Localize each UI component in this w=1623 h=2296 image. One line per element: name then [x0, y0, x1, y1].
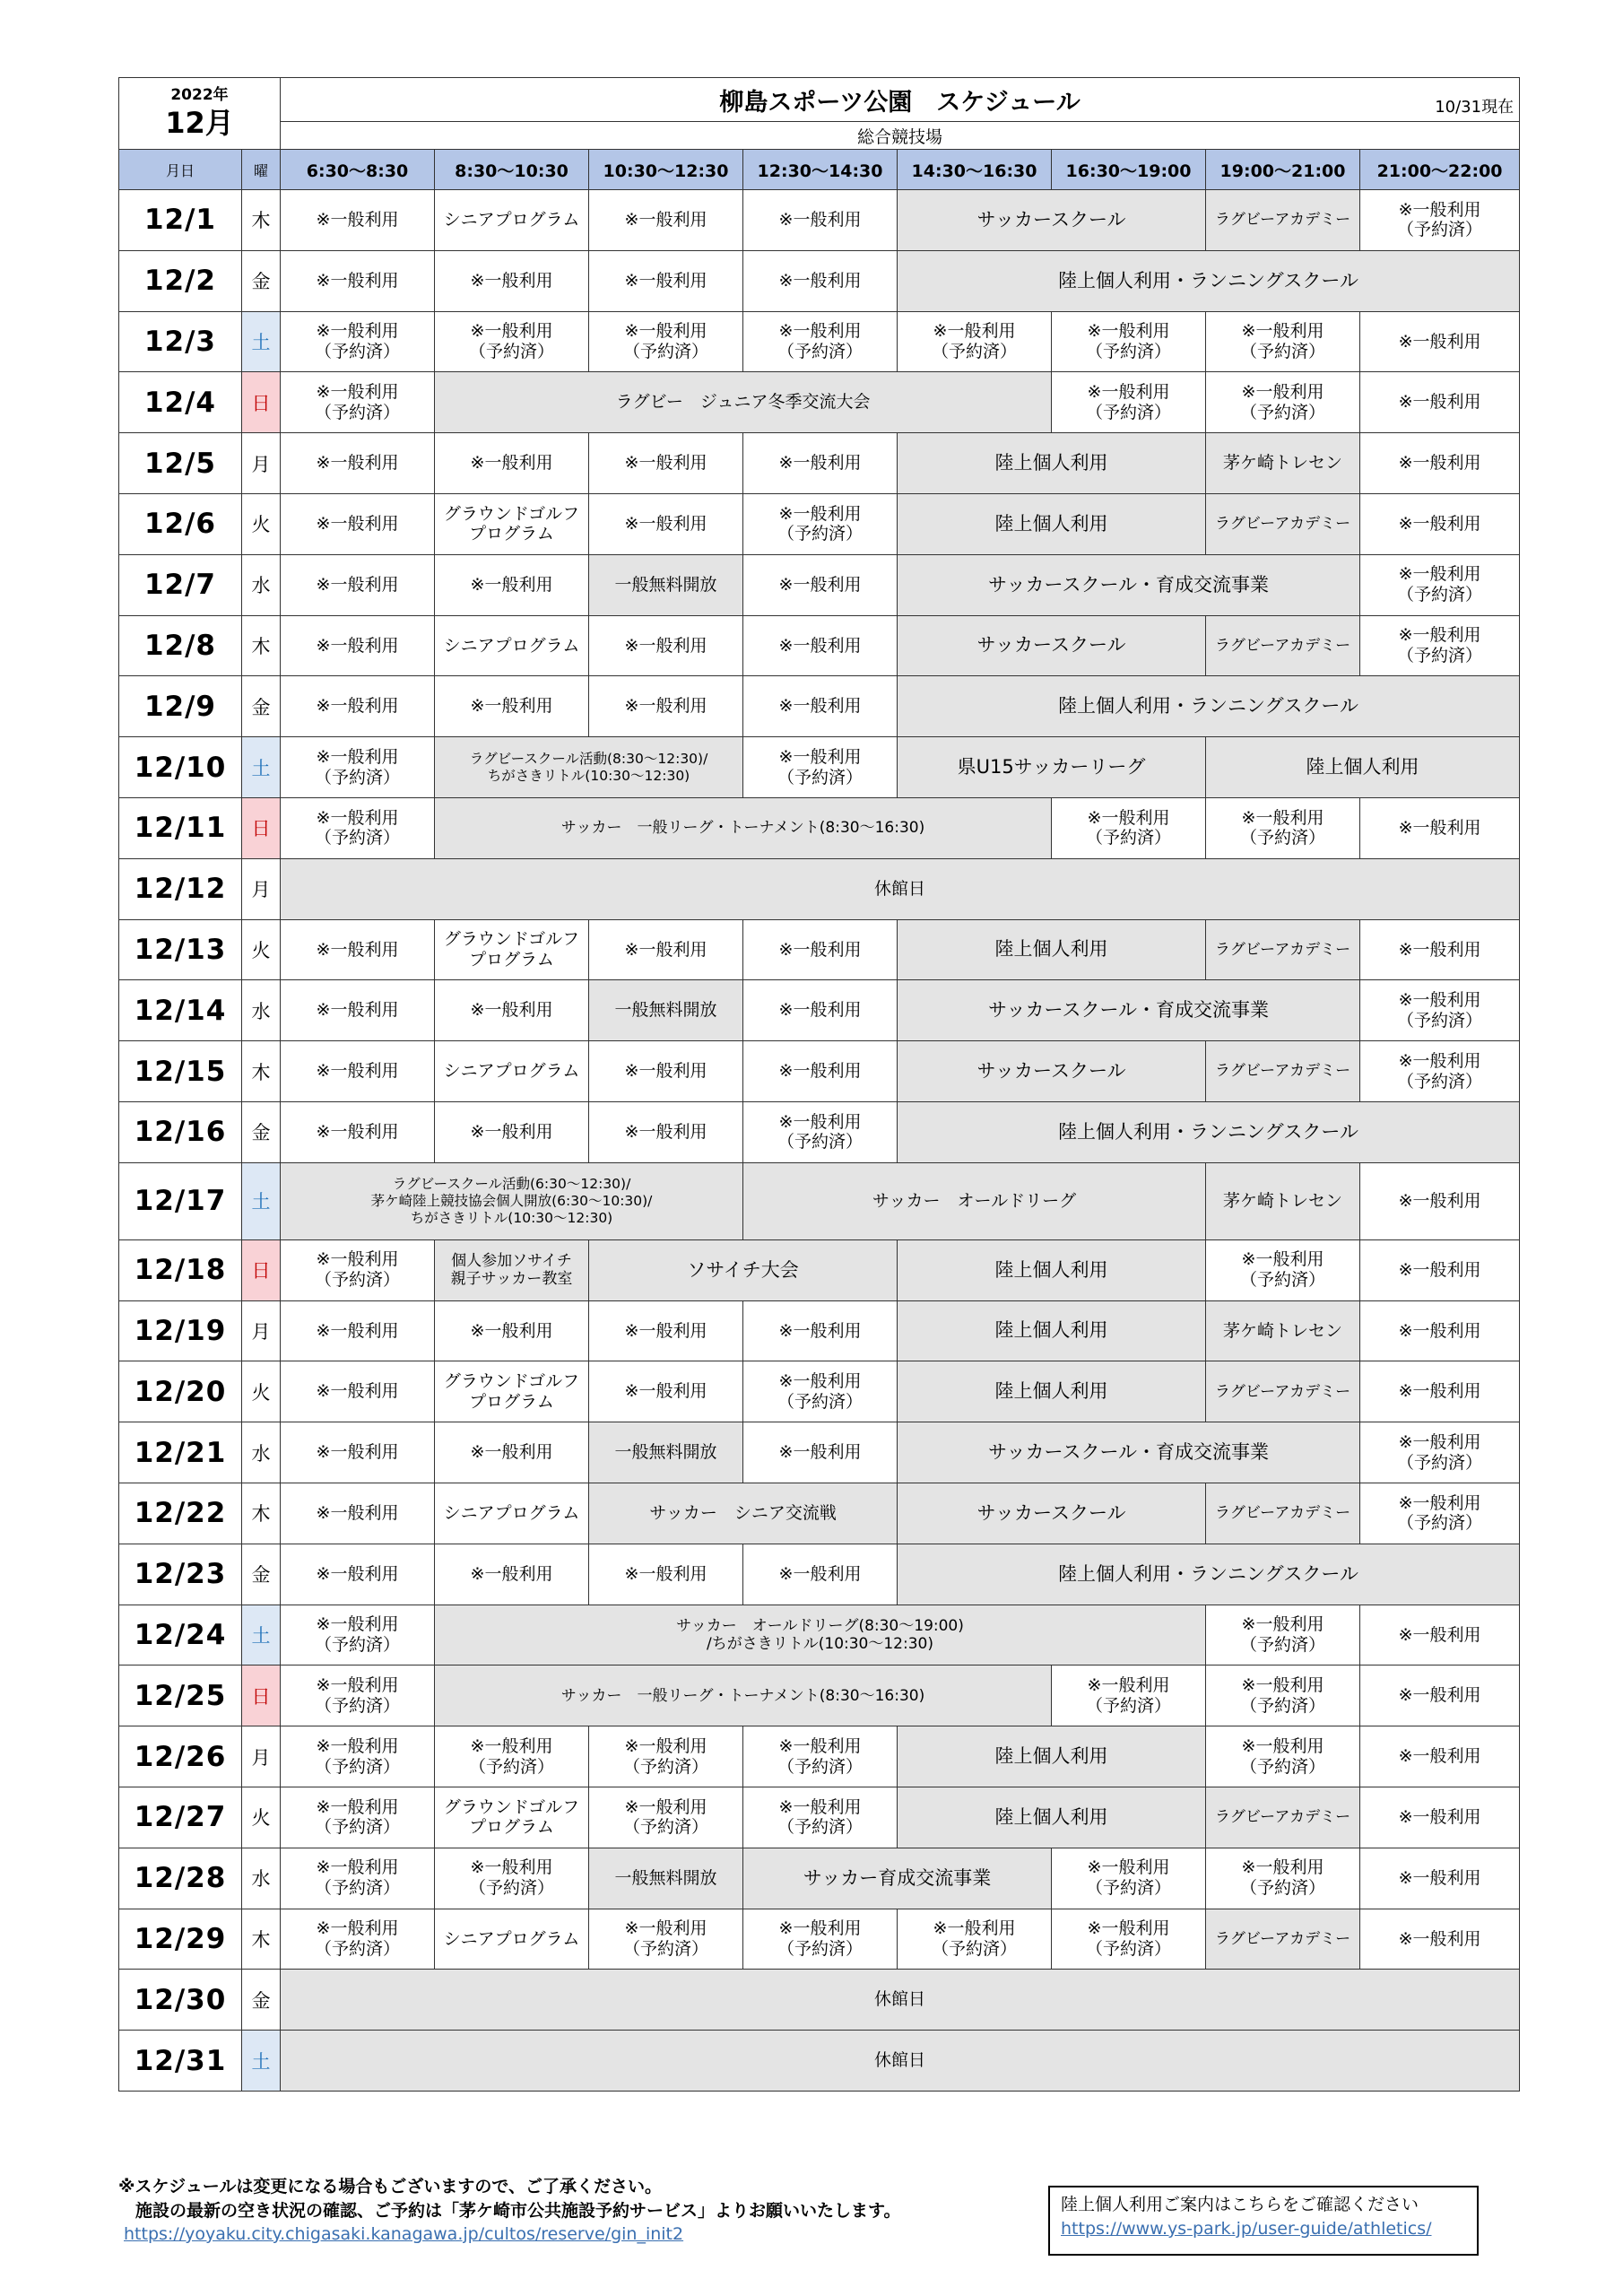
weekday-cell: 金 — [242, 1544, 281, 1605]
table-row — [119, 1101, 1520, 1162]
schedule-cell: 一般無料開放 — [589, 1848, 743, 1909]
weekday-cell: 水 — [242, 980, 281, 1041]
schedule-cell: ※一般利用 （予約済） — [1052, 1665, 1206, 1726]
header-slot: 6:30～8:30 — [281, 150, 435, 190]
schedule-table — [118, 77, 1520, 2092]
schedule-cell: ※一般利用 — [1360, 919, 1520, 980]
schedule-cell: 休館日 — [281, 858, 1520, 919]
schedule-cell: 休館日 — [281, 1970, 1520, 2031]
schedule-cell: ※一般利用 — [589, 1041, 743, 1102]
footer-note-1: ※スケジュールは変更になる場合もございますので、ご了承ください。 — [118, 2177, 662, 2196]
as-of-date: 10/31現在 — [1435, 98, 1515, 117]
weekday-cell: 水 — [242, 554, 281, 615]
schedule-cell: サッカースクール — [898, 190, 1206, 251]
footer-note-2: 施設の最新の空き状況の確認、ご予約は「茅ケ崎市公共施設予約サービス」よりお願いいたします。 — [118, 2200, 901, 2221]
schedule-cell: ※一般利用 — [743, 1041, 898, 1102]
weekday-cell: 水 — [242, 1422, 281, 1483]
table-row — [119, 2031, 1520, 2092]
schedule-cell: ※一般利用 — [743, 433, 898, 494]
schedule-cell: ラグビーアカデミー — [1206, 190, 1360, 251]
schedule-cell: ※一般利用 （予約済） — [898, 311, 1052, 372]
schedule-cell: ※一般利用 — [589, 250, 743, 311]
schedule-cell: 陸上個人利用 — [898, 493, 1206, 554]
column-header-row — [119, 150, 1520, 190]
table-row — [119, 1300, 1520, 1361]
schedule-cell: 茅ケ崎トレセン — [1206, 433, 1360, 494]
weekday-cell: 木 — [242, 1041, 281, 1102]
schedule-cell: ※一般利用 （予約済） — [589, 1909, 743, 1970]
schedule-cell: ラグビーアカデミー — [1206, 1909, 1360, 1970]
schedule-cell: ※一般利用 （予約済） — [743, 1361, 898, 1422]
schedule-cell: サッカースクール — [898, 1041, 1206, 1102]
schedule-cell: ※一般利用 （予約済） — [281, 1787, 435, 1848]
schedule-cell: ※一般利用 （予約済） — [1360, 1422, 1520, 1483]
schedule-cell: ※一般利用 （予約済） — [281, 1239, 435, 1300]
schedule-cell: ※一般利用 （予約済） — [1206, 1726, 1360, 1787]
schedule-cell: ※一般利用 — [743, 1300, 898, 1361]
header-slot: 12:30～14:30 — [743, 150, 898, 190]
schedule-cell: 陸上個人利用・ランニングスクール — [898, 676, 1520, 737]
date-cell: 12/16 — [119, 1101, 242, 1162]
schedule-cell: ※一般利用 — [743, 919, 898, 980]
schedule-cell: ※一般利用 （予約済） — [1360, 1041, 1520, 1102]
schedule-cell: 陸上個人利用・ランニングスクール — [898, 1544, 1520, 1605]
schedule-cell: ※一般利用 — [589, 919, 743, 980]
weekday-cell: 日 — [242, 372, 281, 433]
schedule-cell: 陸上個人利用・ランニングスクール — [898, 1101, 1520, 1162]
schedule-cell: ※一般利用 — [589, 190, 743, 251]
date-cell: 12/25 — [119, 1665, 242, 1726]
header-slot: 21:00～22:00 — [1360, 150, 1520, 190]
year-month-box — [119, 78, 281, 150]
reservation-link[interactable]: https://yoyaku.city.chigasaki.kanagawa.jp/cultos/reserve/gin_init2 — [124, 2224, 684, 2244]
schedule-cell: ※一般利用 — [743, 190, 898, 251]
schedule-cell: ※一般利用 （予約済） — [1360, 980, 1520, 1041]
date-cell: 12/14 — [119, 980, 242, 1041]
schedule-cell: ※一般利用 — [281, 1361, 435, 1422]
schedule-cell: ※一般利用 （予約済） — [1052, 372, 1206, 433]
weekday-cell: 金 — [242, 1970, 281, 2031]
schedule-cell: グラウンドゴルフ プログラム — [435, 919, 589, 980]
date-cell: 12/31 — [119, 2031, 242, 2092]
schedule-cell: ※一般利用 （予約済） — [281, 737, 435, 798]
schedule-cell: ※一般利用 — [435, 1544, 589, 1605]
schedule-cell: シニアプログラム — [435, 1909, 589, 1970]
schedule-cell: ※一般利用 （予約済） — [1206, 1848, 1360, 1909]
schedule-cell: ※一般利用 — [281, 1483, 435, 1544]
schedule-cell: ※一般利用 （予約済） — [1360, 190, 1520, 251]
date-cell: 12/21 — [119, 1422, 242, 1483]
schedule-cell: ラグビーアカデミー — [1206, 919, 1360, 980]
weekday-cell: 土 — [242, 311, 281, 372]
table-row — [119, 1787, 1520, 1848]
schedule-cell: ラグビースクール活動(8:30～12:30)/ ちがさきリトル(10:30～12:30) — [435, 737, 743, 798]
schedule-cell: ※一般利用 （予約済） — [1206, 372, 1360, 433]
table-row — [119, 797, 1520, 858]
table-row — [119, 676, 1520, 737]
schedule-cell: ※一般利用 （予約済） — [435, 1848, 589, 1909]
table-row — [119, 1726, 1520, 1787]
schedule-cell: ※一般利用 — [589, 676, 743, 737]
date-cell: 12/15 — [119, 1041, 242, 1102]
table-row — [119, 250, 1520, 311]
schedule-cell: ※一般利用 — [281, 1101, 435, 1162]
table-row — [119, 1162, 1520, 1239]
header-slot: 10:30～12:30 — [589, 150, 743, 190]
schedule-cell: シニアプログラム — [435, 1041, 589, 1102]
schedule-cell: ラグビーアカデミー — [1206, 1041, 1360, 1102]
schedule-cell: ※一般利用 — [1360, 1848, 1520, 1909]
schedule-cell: ※一般利用 — [435, 1422, 589, 1483]
schedule-cell: ※一般利用 — [435, 250, 589, 311]
header-slot: 19:00～21:00 — [1206, 150, 1360, 190]
schedule-cell: 茅ケ崎トレセン — [1206, 1162, 1360, 1239]
schedule-cell: ※一般利用 （予約済） — [281, 372, 435, 433]
schedule-cell: ラグビーアカデミー — [1206, 493, 1360, 554]
header-slot: 16:30～19:00 — [1052, 150, 1206, 190]
table-row — [119, 1422, 1520, 1483]
schedule-cell: ※一般利用 （予約済） — [743, 1726, 898, 1787]
table-row — [119, 1483, 1520, 1544]
schedule-cell: 一般無料開放 — [589, 980, 743, 1041]
header-dow: 曜 — [242, 150, 281, 190]
schedule-cell: ※一般利用 — [589, 1361, 743, 1422]
schedule-cell: 休館日 — [281, 2031, 1520, 2092]
schedule-cell: ※一般利用 （予約済） — [1206, 797, 1360, 858]
schedule-cell: サッカー オールドリーグ(8:30～19:00) /ちがさきリトル(10:30～12:30) — [435, 1605, 1206, 1665]
schedule-cell: ※一般利用 — [1360, 372, 1520, 433]
schedule-cell: ※一般利用 — [1360, 1605, 1520, 1665]
schedule-cell: ※一般利用 （予約済） — [1052, 311, 1206, 372]
table-row — [119, 311, 1520, 372]
date-cell: 12/13 — [119, 919, 242, 980]
table-row — [119, 737, 1520, 798]
table-row — [119, 615, 1520, 676]
date-cell: 12/23 — [119, 1544, 242, 1605]
schedule-cell: ※一般利用 — [435, 676, 589, 737]
schedule-cell: サッカー育成交流事業 — [743, 1848, 1052, 1909]
schedule-cell: 個人参加ソサイチ 親子サッカー教室 — [435, 1239, 589, 1300]
schedule-cell: ※一般利用 — [743, 250, 898, 311]
schedule-cell: ※一般利用 — [281, 676, 435, 737]
schedule-cell: ※一般利用 （予約済） — [1360, 1483, 1520, 1544]
schedule-cell: ※一般利用 — [1360, 1162, 1520, 1239]
schedule-cell: ※一般利用 （予約済） — [743, 311, 898, 372]
schedule-cell: 陸上個人利用 — [898, 1787, 1206, 1848]
date-cell: 12/11 — [119, 797, 242, 858]
date-cell: 12/20 — [119, 1361, 242, 1422]
date-cell: 12/9 — [119, 676, 242, 737]
schedule-cell: ソサイチ大会 — [589, 1239, 898, 1300]
schedule-cell: ※一般利用 （予約済） — [281, 1726, 435, 1787]
schedule-cell: 陸上個人利用 — [898, 1361, 1206, 1422]
table-row — [119, 919, 1520, 980]
title-text: 柳島スポーツ公園 スケジュール — [719, 88, 1081, 117]
schedule-cell: ※一般利用 （予約済） — [743, 1909, 898, 1970]
table-row — [119, 980, 1520, 1041]
schedule-cell: ※一般利用 （予約済） — [743, 1101, 898, 1162]
schedule-cell: ※一般利用 （予約済） — [589, 1787, 743, 1848]
schedule-cell: ※一般利用 （予約済） — [1206, 311, 1360, 372]
schedule-cell: シニアプログラム — [435, 190, 589, 251]
schedule-cell: ※一般利用 — [281, 554, 435, 615]
schedule-cell: ※一般利用 — [743, 554, 898, 615]
schedule-cell: 一般無料開放 — [589, 554, 743, 615]
athletics-info-link[interactable]: https://www.ys-park.jp/user-guide/athletics/ — [1061, 2218, 1432, 2239]
weekday-cell: 月 — [242, 1300, 281, 1361]
schedule-cell: ※一般利用 （予約済） — [1360, 615, 1520, 676]
schedule-cell: 陸上個人利用 — [1206, 737, 1520, 798]
schedule-cell: サッカー 一般リーグ・トーナメント(8:30～16:30) — [435, 797, 1052, 858]
schedule-cell: ※一般利用 — [1360, 797, 1520, 858]
schedule-cell: ※一般利用 （予約済） — [281, 1848, 435, 1909]
weekday-cell: 金 — [242, 1101, 281, 1162]
schedule-cell: 茅ケ崎トレセン — [1206, 1300, 1360, 1361]
weekday-cell: 火 — [242, 493, 281, 554]
table-row — [119, 1041, 1520, 1102]
year-label: 2022年 — [170, 85, 229, 104]
schedule-cell: ※一般利用 （予約済） — [1206, 1665, 1360, 1726]
schedule-cell: ラグビー ジュニア冬季交流大会 — [435, 372, 1052, 433]
schedule-cell: ※一般利用 — [1360, 1239, 1520, 1300]
schedule-cell: ※一般利用 — [281, 1300, 435, 1361]
schedule-cell: 陸上個人利用 — [898, 1300, 1206, 1361]
schedule-cell: ※一般利用 — [281, 1544, 435, 1605]
schedule-cell: サッカースクール・育成交流事業 — [898, 554, 1360, 615]
schedule-cell: ※一般利用 — [281, 919, 435, 980]
schedule-cell: ※一般利用 — [281, 1422, 435, 1483]
schedule-cell: シニアプログラム — [435, 615, 589, 676]
schedule-cell: ※一般利用 （予約済） — [281, 1909, 435, 1970]
date-cell: 12/7 — [119, 554, 242, 615]
date-cell: 12/8 — [119, 615, 242, 676]
weekday-cell: 土 — [242, 1605, 281, 1665]
date-cell: 12/10 — [119, 737, 242, 798]
weekday-cell: 土 — [242, 737, 281, 798]
schedule-cell: ※一般利用 — [1360, 1726, 1520, 1787]
schedule-cell: ※一般利用 （予約済） — [898, 1909, 1052, 1970]
schedule-cell: サッカースクール・育成交流事業 — [898, 980, 1360, 1041]
schedule-cell: ※一般利用 — [281, 615, 435, 676]
date-cell: 12/4 — [119, 372, 242, 433]
schedule-cell: シニアプログラム — [435, 1483, 589, 1544]
schedule-cell: ※一般利用 — [589, 1101, 743, 1162]
weekday-cell: 火 — [242, 1787, 281, 1848]
weekday-cell: 金 — [242, 676, 281, 737]
schedule-cell: ※一般利用 — [589, 615, 743, 676]
schedule-cell: 陸上個人利用 — [898, 919, 1206, 980]
schedule-cell: ※一般利用 — [743, 980, 898, 1041]
schedule-cell: ※一般利用 — [435, 1101, 589, 1162]
table-row — [119, 1909, 1520, 1970]
schedule-cell: ※一般利用 （予約済） — [1360, 554, 1520, 615]
schedule-cell: ※一般利用 （予約済） — [281, 1665, 435, 1726]
schedule-cell: グラウンドゴルフ プログラム — [435, 493, 589, 554]
table-row — [119, 1239, 1520, 1300]
schedule-cell: サッカースクール・育成交流事業 — [898, 1422, 1360, 1483]
date-cell: 12/6 — [119, 493, 242, 554]
schedule-cell: ※一般利用 （予約済） — [1052, 1909, 1206, 1970]
date-cell: 12/1 — [119, 190, 242, 251]
date-cell: 12/28 — [119, 1848, 242, 1909]
schedule-cell: ※一般利用 — [1360, 433, 1520, 494]
table-row — [119, 372, 1520, 433]
footer-notes — [118, 2175, 900, 2223]
table-row — [119, 1665, 1520, 1726]
date-cell: 12/3 — [119, 311, 242, 372]
schedule-cell: ※一般利用 — [1360, 1909, 1520, 1970]
table-row — [119, 1848, 1520, 1909]
schedule-cell: ※一般利用 （予約済） — [281, 797, 435, 858]
schedule-cell: ※一般利用 （予約済） — [589, 311, 743, 372]
weekday-cell: 土 — [242, 1162, 281, 1239]
date-cell: 12/27 — [119, 1787, 242, 1848]
header-slot: 14:30～16:30 — [898, 150, 1052, 190]
schedule-cell: ※一般利用 （予約済） — [743, 493, 898, 554]
athletics-info-box — [1048, 2186, 1479, 2256]
schedule-cell: ※一般利用 — [435, 433, 589, 494]
schedule-cell: ※一般利用 （予約済） — [281, 311, 435, 372]
schedule-cell: ※一般利用 — [435, 1300, 589, 1361]
schedule-cell: ※一般利用 — [743, 1422, 898, 1483]
schedule-cell: 県U15サッカーリーグ — [898, 737, 1206, 798]
page-title — [281, 78, 1520, 122]
schedule-cell: サッカースクール — [898, 615, 1206, 676]
schedule-cell: ※一般利用 — [1360, 1300, 1520, 1361]
schedule-cell: ※一般利用 — [281, 980, 435, 1041]
weekday-cell: 水 — [242, 1848, 281, 1909]
schedule-cell: ※一般利用 （予約済） — [1206, 1239, 1360, 1300]
schedule-cell: ※一般利用 — [281, 190, 435, 251]
weekday-cell: 月 — [242, 858, 281, 919]
table-row — [119, 1970, 1520, 2031]
schedule-cell: ラグビーアカデミー — [1206, 1483, 1360, 1544]
date-cell: 12/17 — [119, 1162, 242, 1239]
schedule-cell: グラウンドゴルフ プログラム — [435, 1361, 589, 1422]
schedule-cell: ※一般利用 — [743, 615, 898, 676]
schedule-cell: グラウンドゴルフ プログラム — [435, 1787, 589, 1848]
table-row — [119, 433, 1520, 494]
schedule-cell: サッカー オールドリーグ — [743, 1162, 1206, 1239]
schedule-cell: サッカースクール — [898, 1483, 1206, 1544]
schedule-cell: ※一般利用 （予約済） — [743, 1787, 898, 1848]
schedule-cell: ラグビースクール活動(6:30～12:30)/ 茅ケ崎陸上競技協会個人開放(6:30～10:30)/ ちがさきリトル(10:30～12:30) — [281, 1162, 743, 1239]
schedule-cell: ※一般利用 （予約済） — [435, 1726, 589, 1787]
schedule-cell: ※一般利用 — [281, 250, 435, 311]
schedule-cell: ラグビーアカデミー — [1206, 615, 1360, 676]
schedule-cell: ※一般利用 （予約済） — [1052, 797, 1206, 858]
date-cell: 12/24 — [119, 1605, 242, 1665]
weekday-cell: 木 — [242, 1909, 281, 1970]
schedule-cell: ※一般利用 — [281, 1041, 435, 1102]
table-row — [119, 1605, 1520, 1665]
schedule-cell: サッカー 一般リーグ・トーナメント(8:30～16:30) — [435, 1665, 1052, 1726]
schedule-cell: 陸上個人利用 — [898, 1239, 1206, 1300]
table-row — [119, 554, 1520, 615]
schedule-cell: ※一般利用 — [1360, 1361, 1520, 1422]
schedule-cell: ※一般利用 （予約済） — [435, 311, 589, 372]
schedule-cell: ※一般利用 — [281, 433, 435, 494]
date-cell: 12/12 — [119, 858, 242, 919]
schedule-cell: ※一般利用 — [435, 554, 589, 615]
schedule-cell: ※一般利用 — [743, 676, 898, 737]
weekday-cell: 日 — [242, 1239, 281, 1300]
schedule-cell: ※一般利用 — [589, 493, 743, 554]
weekday-cell: 日 — [242, 797, 281, 858]
weekday-cell: 月 — [242, 433, 281, 494]
schedule-cell: 陸上個人利用 — [898, 433, 1206, 494]
schedule-cell: ※一般利用 （予約済） — [589, 1726, 743, 1787]
weekday-cell: 木 — [242, 190, 281, 251]
schedule-cell: ※一般利用 — [1360, 1787, 1520, 1848]
athletics-info-label: 陸上個人利用ご案内はこちらをご確認ください — [1061, 2195, 1419, 2214]
schedule-cell: 一般無料開放 — [589, 1422, 743, 1483]
weekday-cell: 木 — [242, 615, 281, 676]
schedule-cell: ※一般利用 — [1360, 311, 1520, 372]
schedule-cell: ※一般利用 — [281, 493, 435, 554]
schedule-cell: ※一般利用 — [743, 1544, 898, 1605]
schedule-cell: ※一般利用 — [589, 1300, 743, 1361]
table-row — [119, 858, 1520, 919]
facility-name: 総合競技場 — [281, 122, 1520, 150]
weekday-cell: 火 — [242, 1361, 281, 1422]
table-row — [119, 190, 1520, 251]
schedule-cell: サッカー シニア交流戦 — [589, 1483, 898, 1544]
schedule-cell: ※一般利用 （予約済） — [281, 1605, 435, 1665]
schedule-cell: ラグビーアカデミー — [1206, 1787, 1360, 1848]
schedule-cell: ※一般利用 — [589, 433, 743, 494]
weekday-cell: 月 — [242, 1726, 281, 1787]
schedule-cell: 陸上個人利用 — [898, 1726, 1206, 1787]
date-cell: 12/2 — [119, 250, 242, 311]
schedule-cell: ※一般利用 （予約済） — [1052, 1848, 1206, 1909]
date-cell: 12/22 — [119, 1483, 242, 1544]
schedule-cell: ※一般利用 — [435, 980, 589, 1041]
date-cell: 12/26 — [119, 1726, 242, 1787]
table-row — [119, 1361, 1520, 1422]
table-row — [119, 1544, 1520, 1605]
schedule-cell: 陸上個人利用・ランニングスクール — [898, 250, 1520, 311]
weekday-cell: 土 — [242, 2031, 281, 2092]
date-cell: 12/19 — [119, 1300, 242, 1361]
header-slot: 8:30～10:30 — [435, 150, 589, 190]
date-cell: 12/30 — [119, 1970, 242, 2031]
date-cell: 12/18 — [119, 1239, 242, 1300]
schedule-cell: ※一般利用 — [589, 1544, 743, 1605]
header-date: 月日 — [119, 150, 242, 190]
month-label: 12月 — [165, 106, 234, 141]
weekday-cell: 日 — [242, 1665, 281, 1726]
weekday-cell: 木 — [242, 1483, 281, 1544]
date-cell: 12/29 — [119, 1909, 242, 1970]
schedule-cell: ※一般利用 — [1360, 1665, 1520, 1726]
weekday-cell: 火 — [242, 919, 281, 980]
schedule-cell: ラグビーアカデミー — [1206, 1361, 1360, 1422]
schedule-cell: ※一般利用 （予約済） — [1206, 1605, 1360, 1665]
table-row — [119, 493, 1520, 554]
date-cell: 12/5 — [119, 433, 242, 494]
schedule-cell: ※一般利用 — [1360, 493, 1520, 554]
schedule-cell: ※一般利用 （予約済） — [743, 737, 898, 798]
weekday-cell: 金 — [242, 250, 281, 311]
